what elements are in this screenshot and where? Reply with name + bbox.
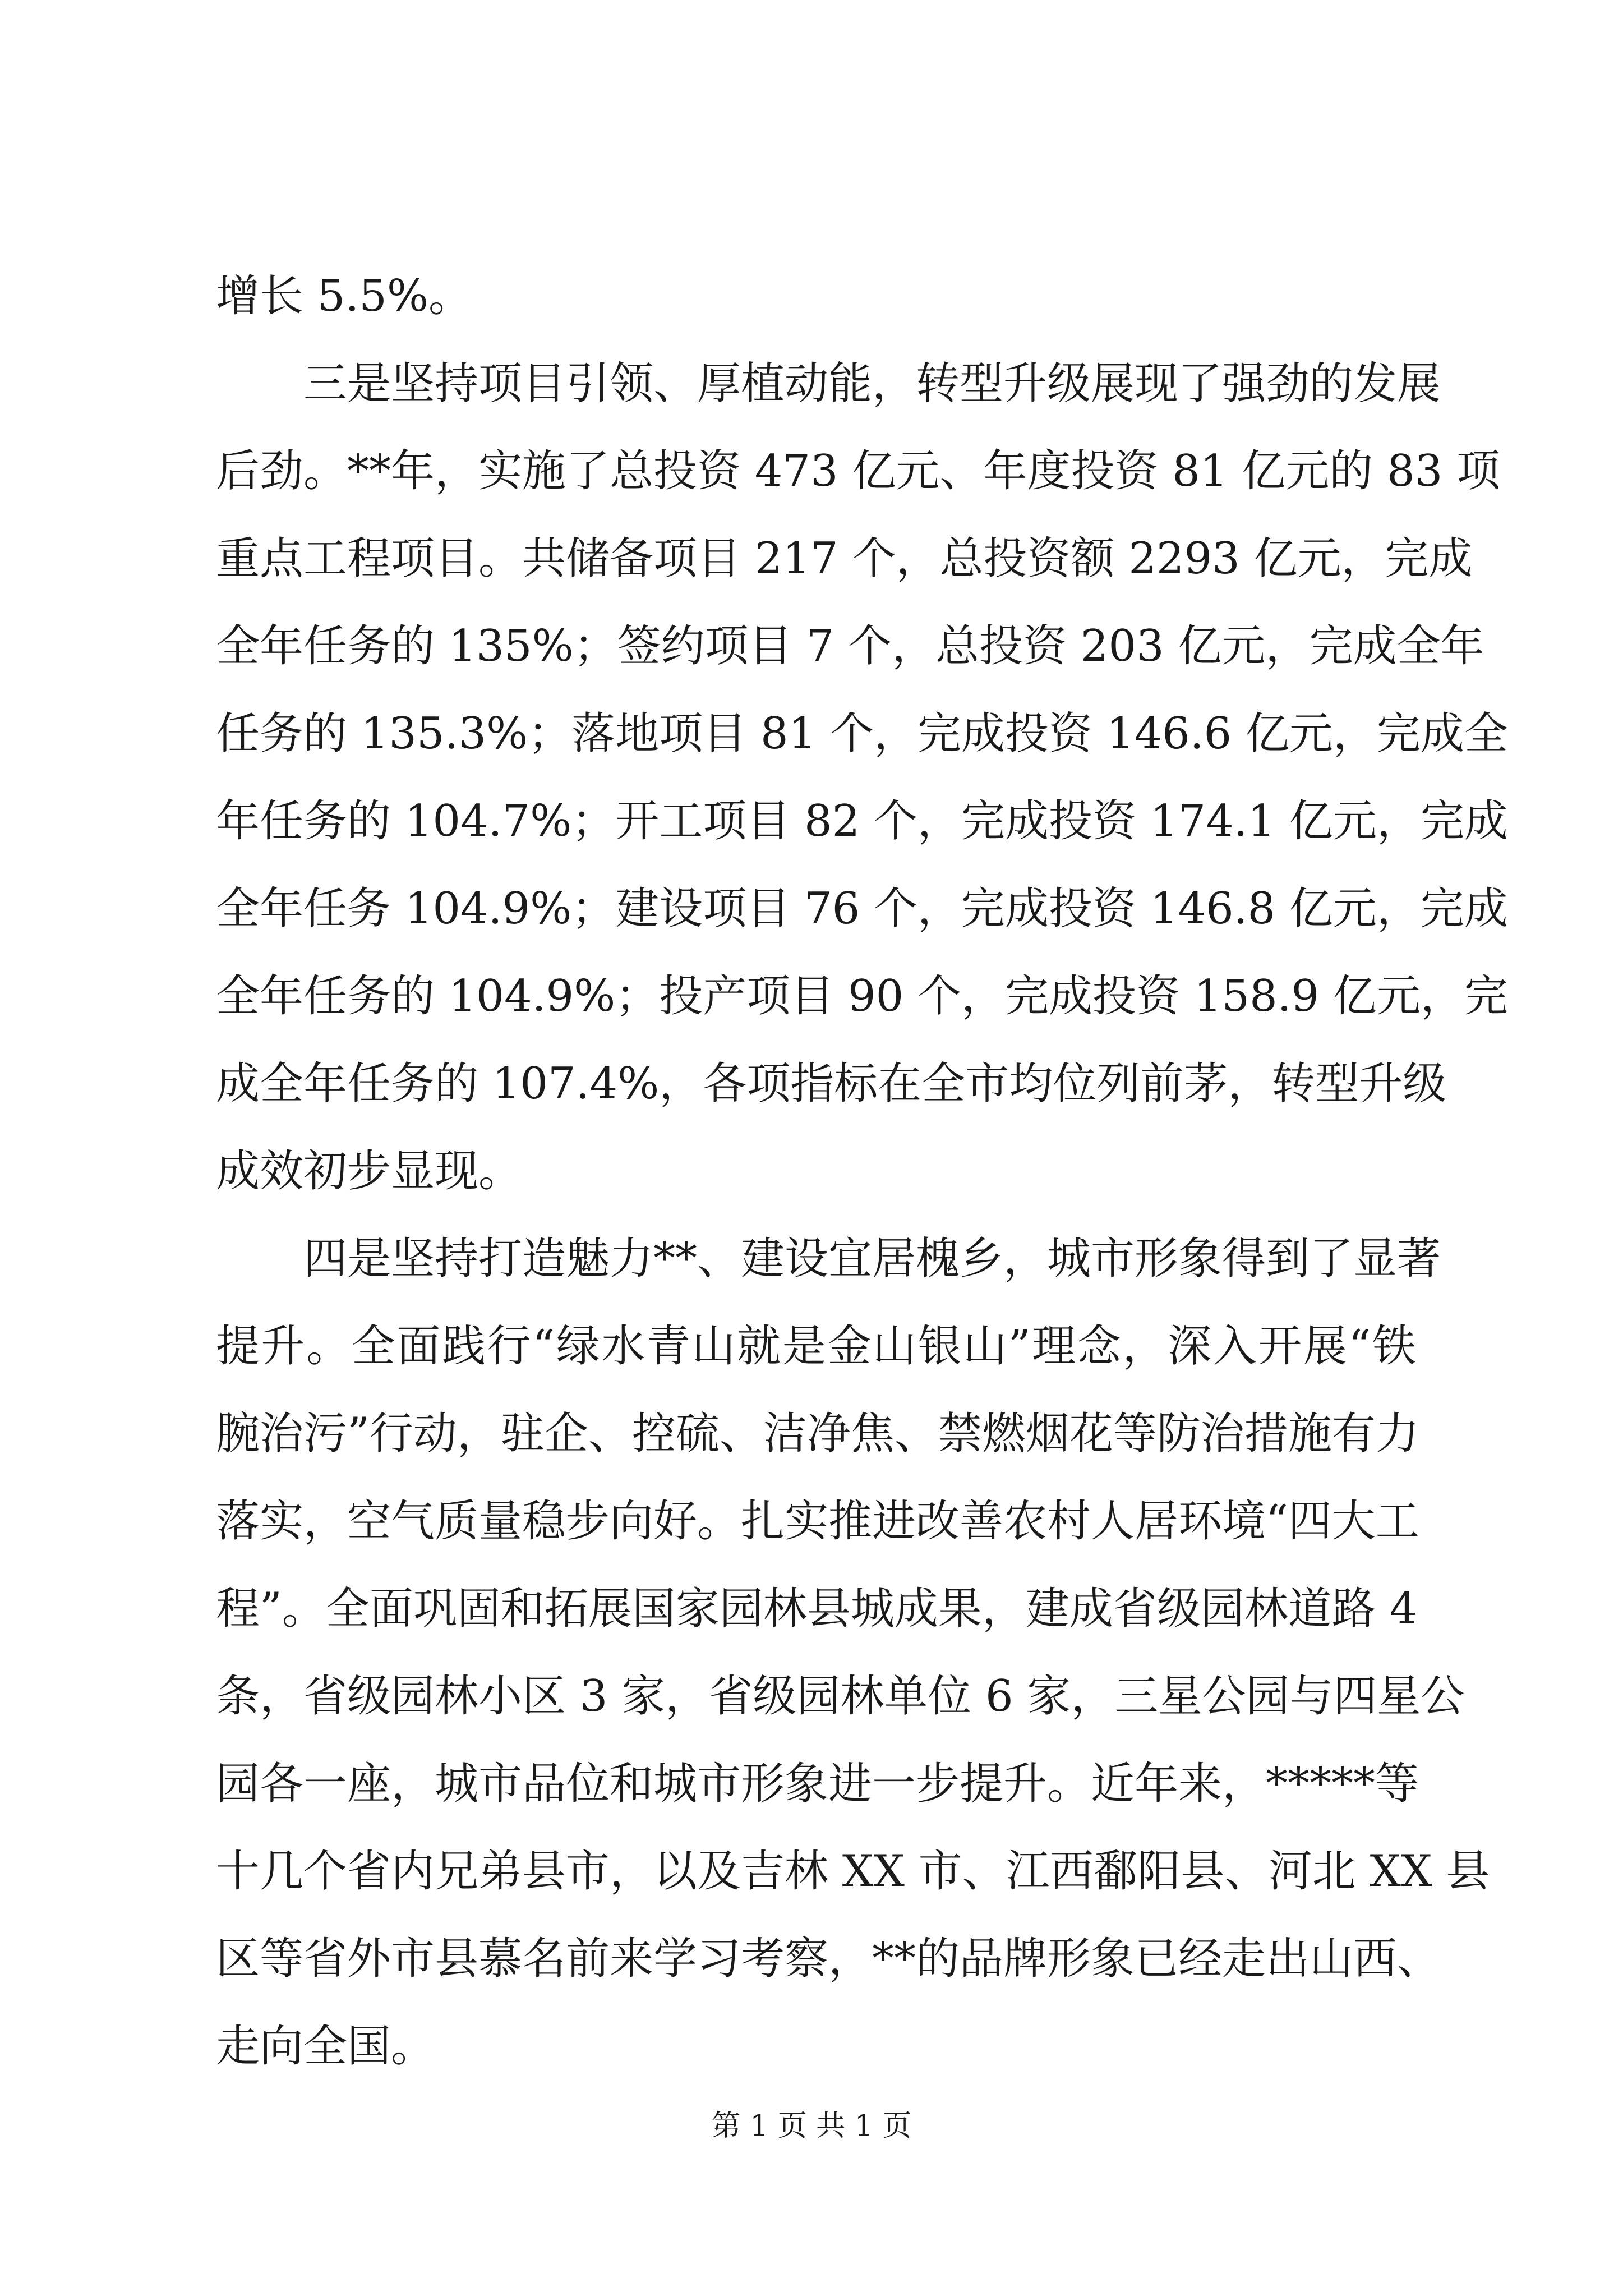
page-footer	[0, 2109, 1623, 2143]
paragraph-line: 成全年任务的 107.4%，各项指标在全市均位列前茅，转型升级	[216, 1059, 1447, 1109]
paragraph-line: 全年任务的 104.9%；投产项目 90 个，完成投资 158.9 亿元，完	[216, 971, 1508, 1022]
paragraph-line: 全年任务的 135%；签约项目 7 个，总投资 203 亿元，完成全年	[216, 621, 1484, 671]
paragraph-line: 后劲。**年，实施了总投资 473 亿元、年度投资 81 亿元的 83 项	[216, 446, 1501, 496]
page-number-label: 第 1 页 共 1 页	[711, 2109, 912, 2143]
paragraph-line: 重点工程项目。共储备项目 217 个，总投资额 2293 亿元，完成	[216, 533, 1473, 584]
paragraph-line: 落实，空气质量稳步向好。扎实推进改善农村人居环境“四大工	[216, 1496, 1419, 1547]
paragraph-line: 园各一座，城市品位和城市形象进一步提升。近年来，*****等	[216, 1759, 1419, 1809]
paragraph-line: 增长 5.5%。	[216, 271, 472, 321]
paragraph-line: 全年任务 104.9%；建设项目 76 个，完成投资 146.8 亿元，完成	[216, 884, 1508, 934]
paragraph-line: 走向全国。	[216, 2021, 435, 2072]
paragraph-line: 十几个省内兄弟县市，以及吉林 XX 市、江西鄱阳县、河北 XX 县	[216, 1846, 1490, 1897]
paragraph-line: 提升。全面践行“绿水青山就是金山银山”理念，深入开展“铁	[216, 1321, 1416, 1372]
paragraph-line: 程”。全面巩固和拓展国家园林县城成果，建成省级园林道路 4	[216, 1584, 1418, 1634]
paragraph-line: 成效初步显现。	[216, 1146, 523, 1197]
paragraph-line: 腕治污”行动，驻企、控硫、洁净焦、禁燃烟花等防治措施有力	[216, 1409, 1419, 1459]
paragraph-line: 区等省外市县慕名前来学习考察，**的品牌形象已经走出山西、	[216, 1934, 1441, 1984]
document-body	[216, 252, 1508, 2090]
paragraph-line: 四是坚持打造魅力**、建设宜居槐乡，城市形象得到了显著	[303, 1234, 1441, 1284]
paragraph-line: 任务的 135.3%；落地项目 81 个，完成投资 146.6 亿元，完成全	[216, 708, 1508, 759]
paragraph-line: 三是坚持项目引领、厚植动能，转型升级展现了强劲的发展	[303, 358, 1441, 409]
paragraph-line: 年任务的 104.7%；开工项目 82 个，完成投资 174.1 亿元，完成	[216, 796, 1508, 846]
paragraph-line: 条，省级园林小区 3 家，省级园林单位 6 家，三星公园与四星公	[216, 1671, 1465, 1722]
